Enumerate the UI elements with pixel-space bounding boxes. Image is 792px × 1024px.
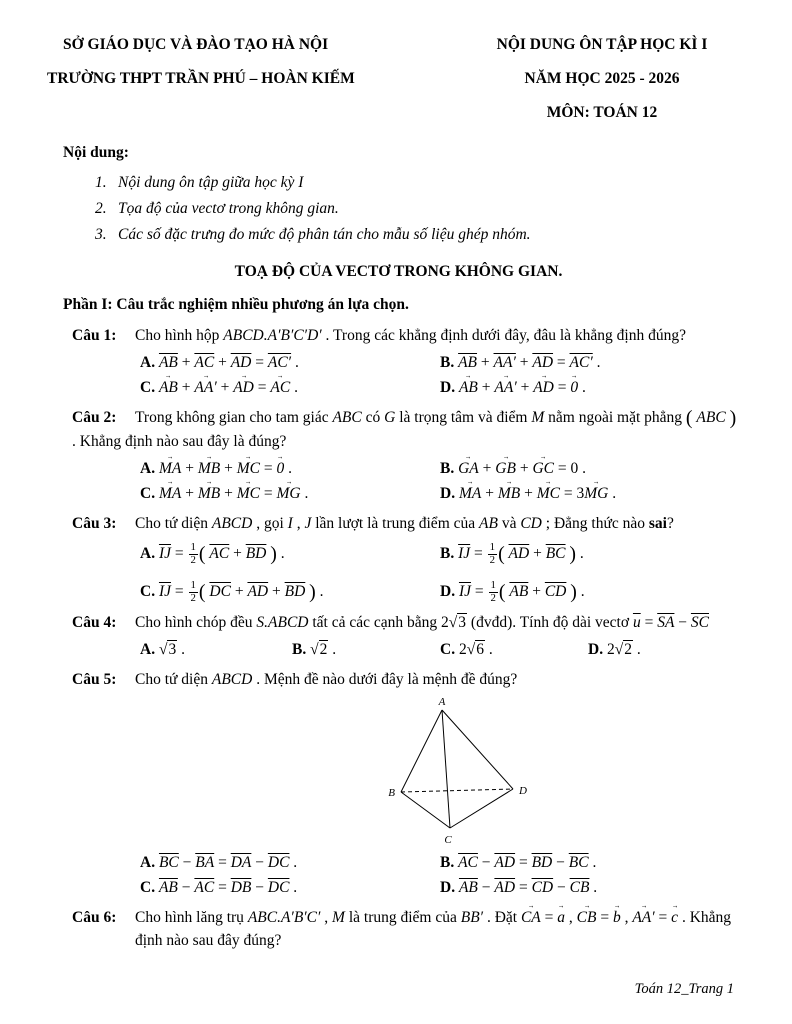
option-c: C. $\overline{IJ}$ = $\frac{1}{2}$ ( $\overline{DC} + \overline{AD} + \overline{BD}$ ) . xyxy=(140,578,324,604)
question-text: Trong không gian cho tam giác ABC có G là trọng tâm và điểm M nằm ngoài mặt phẳng ( ABC ) xyxy=(135,406,737,429)
option-a: A. $\overline{IJ}$ = $\frac{1}{2}$ ( $\overline{AC} + \overline{BD}$ ) . xyxy=(140,540,285,566)
option-c: C. 2√6 . xyxy=(440,640,493,658)
page-header xyxy=(0,28,792,130)
question-6 xyxy=(63,906,734,952)
question-5 xyxy=(63,668,734,900)
option-b: B. $\overline{AC} - \overline{AD} = \overline{BD} - \overline{BC}$ . xyxy=(440,853,597,871)
department-name: SỞ GIÁO DỤC VÀ ĐÀO TẠO HÀ NỘI xyxy=(63,36,329,53)
dashed-edge-BD xyxy=(401,789,513,792)
intro-item-text: Các số đặc trưng đo mức độ phân tán cho mẫu số liệu ghép nhóm. xyxy=(118,226,531,243)
option-c: C. MA → + MB → + MC → = MG → . xyxy=(140,481,440,506)
vertex-label-b: B xyxy=(388,786,395,799)
figure-wrap xyxy=(385,695,541,847)
intro-item-3 xyxy=(95,222,734,248)
question-4 xyxy=(63,611,734,662)
option-a: A. $\overline{AB} + \overline{AC} + \overline{AD} = AC'$ . xyxy=(140,354,299,371)
intro-item-text: Tọa độ của vectơ trong không gian. xyxy=(118,200,339,217)
vertex-label-d: D xyxy=(519,784,527,797)
options-grid xyxy=(140,456,734,506)
option-a: A. $\overline{BC} - \overline{BA} = \overline{DA} - \overline{DC}$ . xyxy=(140,853,298,871)
intro-item-number: 1. xyxy=(95,174,107,191)
options-grid xyxy=(140,850,734,900)
intro-item-1 xyxy=(95,170,734,196)
question-label: Câu 5: xyxy=(72,670,117,688)
questions xyxy=(63,324,737,952)
subject-line: MÔN: TOÁN 12 xyxy=(546,104,658,121)
document-title: NỘI DUNG ÔN TẬP HỌC KÌ I xyxy=(496,36,708,53)
question-label: Câu 4: xyxy=(72,613,117,631)
option-b: B. GA → + GB → + GC → = 0 . xyxy=(440,456,734,481)
intro-item-number: 2. xyxy=(95,200,107,217)
question-label: Câu 6: xyxy=(72,908,117,926)
section-title: TOẠ ĐỘ CỦA VECTƠ TRONG KHÔNG GIAN. xyxy=(234,263,563,280)
question-text: Cho hình chóp đều S.ABCD tất cả các cạnh bằng 2√3 (đvđd). Tính độ dài vectơ $\overline{u} = \overline{SA} - \overline{SC}$ xyxy=(135,613,710,631)
question-text: Cho hình hộp ABCD.A′B′C′D′ . Trong các khẳng định dưới đây, đâu là khẳng định đúng? xyxy=(135,327,686,344)
school-name: TRƯỜNG THPT TRẦN PHÚ – HOÀN KIẾM xyxy=(47,70,355,87)
content-column xyxy=(0,141,792,952)
option-d: D. AB → + AA′ → + AD → = 0 → . xyxy=(440,375,734,400)
option-a: A. √3 . xyxy=(140,640,185,658)
option-d: D. $\overline{IJ}$ = $\frac{1}{2}$ ( $\overline{AB} + \overline{CD}$ ) . xyxy=(440,578,585,604)
question-text: Cho hình lăng trụ ABC.A′B′C′ , M là trung điểm của BB′ . Đặt CA → = a → , CB → = b → , AA′ → = c → . Khẳng định nào sau đây đúng? xyxy=(135,906,734,952)
option-b: B. $\overline{IJ}$ = $\frac{1}{2}$ ( $\overline{AD} + \overline{BC}$ ) . xyxy=(440,540,584,566)
question-3 xyxy=(63,512,734,605)
question-label: Câu 2: xyxy=(72,409,117,426)
question-label: Câu 1: xyxy=(72,327,117,344)
option-b: B. √2 . xyxy=(292,640,337,658)
options-grid xyxy=(140,541,734,605)
option-d: D. $\overline{AB} - \overline{AD} = \overline{CD} - \overline{CB}$ . xyxy=(440,878,598,896)
option-a: A. MA → + MB → + MC → = 0 → . xyxy=(140,456,440,481)
intro-item-number: 3. xyxy=(95,226,107,243)
option-c: C. $\overline{AB} - \overline{AC} = \overline{DB} - \overline{DC}$ . xyxy=(140,878,298,896)
page-footer: Toán 12_Trang 1 xyxy=(634,981,734,997)
option-d: D. MA → + MB → + MC → = 3MG → . xyxy=(440,481,734,506)
vertex-label-c: C xyxy=(444,833,452,846)
intro-list xyxy=(63,170,734,248)
question-text: Cho tứ diện ABCD , gọi I , J lần lượt là trung điểm của AB và CD ; Đẳng thức nào sai? xyxy=(135,514,674,532)
header-left-block xyxy=(47,28,355,130)
tetrahedron-figure xyxy=(385,695,541,847)
intro-item-text: Nội dung ôn tập giữa học kỳ I xyxy=(118,174,304,191)
option-b: B. $\overline{AB} + AA' + \overline{AD} = AC'$ . xyxy=(440,354,601,371)
options-grid xyxy=(140,637,734,662)
option-d: D. 2√2 . xyxy=(588,640,641,658)
part-title: Phần I: Câu trắc nghiệm nhiều phương án lựa chọn. xyxy=(63,296,409,313)
option-c: C. AB → + AA′ → + AD → = AC → . xyxy=(140,375,440,400)
vertex-label-a: A xyxy=(438,695,446,708)
intro-item-2 xyxy=(95,196,734,222)
question-text-continued: . Khẳng định nào sau đây là đúng? xyxy=(72,432,287,450)
school-year: NĂM HỌC 2025 - 2026 xyxy=(524,70,680,87)
question-1 xyxy=(63,324,734,400)
question-text: Cho tứ diện ABCD . Mệnh đề nào dưới đây là mệnh đề đúng? xyxy=(135,670,518,688)
header-right-block xyxy=(452,28,752,130)
options-grid xyxy=(140,350,734,400)
question-label: Câu 3: xyxy=(72,514,117,532)
intro-heading: Nội dung: xyxy=(63,144,129,161)
question-2 xyxy=(63,406,737,506)
